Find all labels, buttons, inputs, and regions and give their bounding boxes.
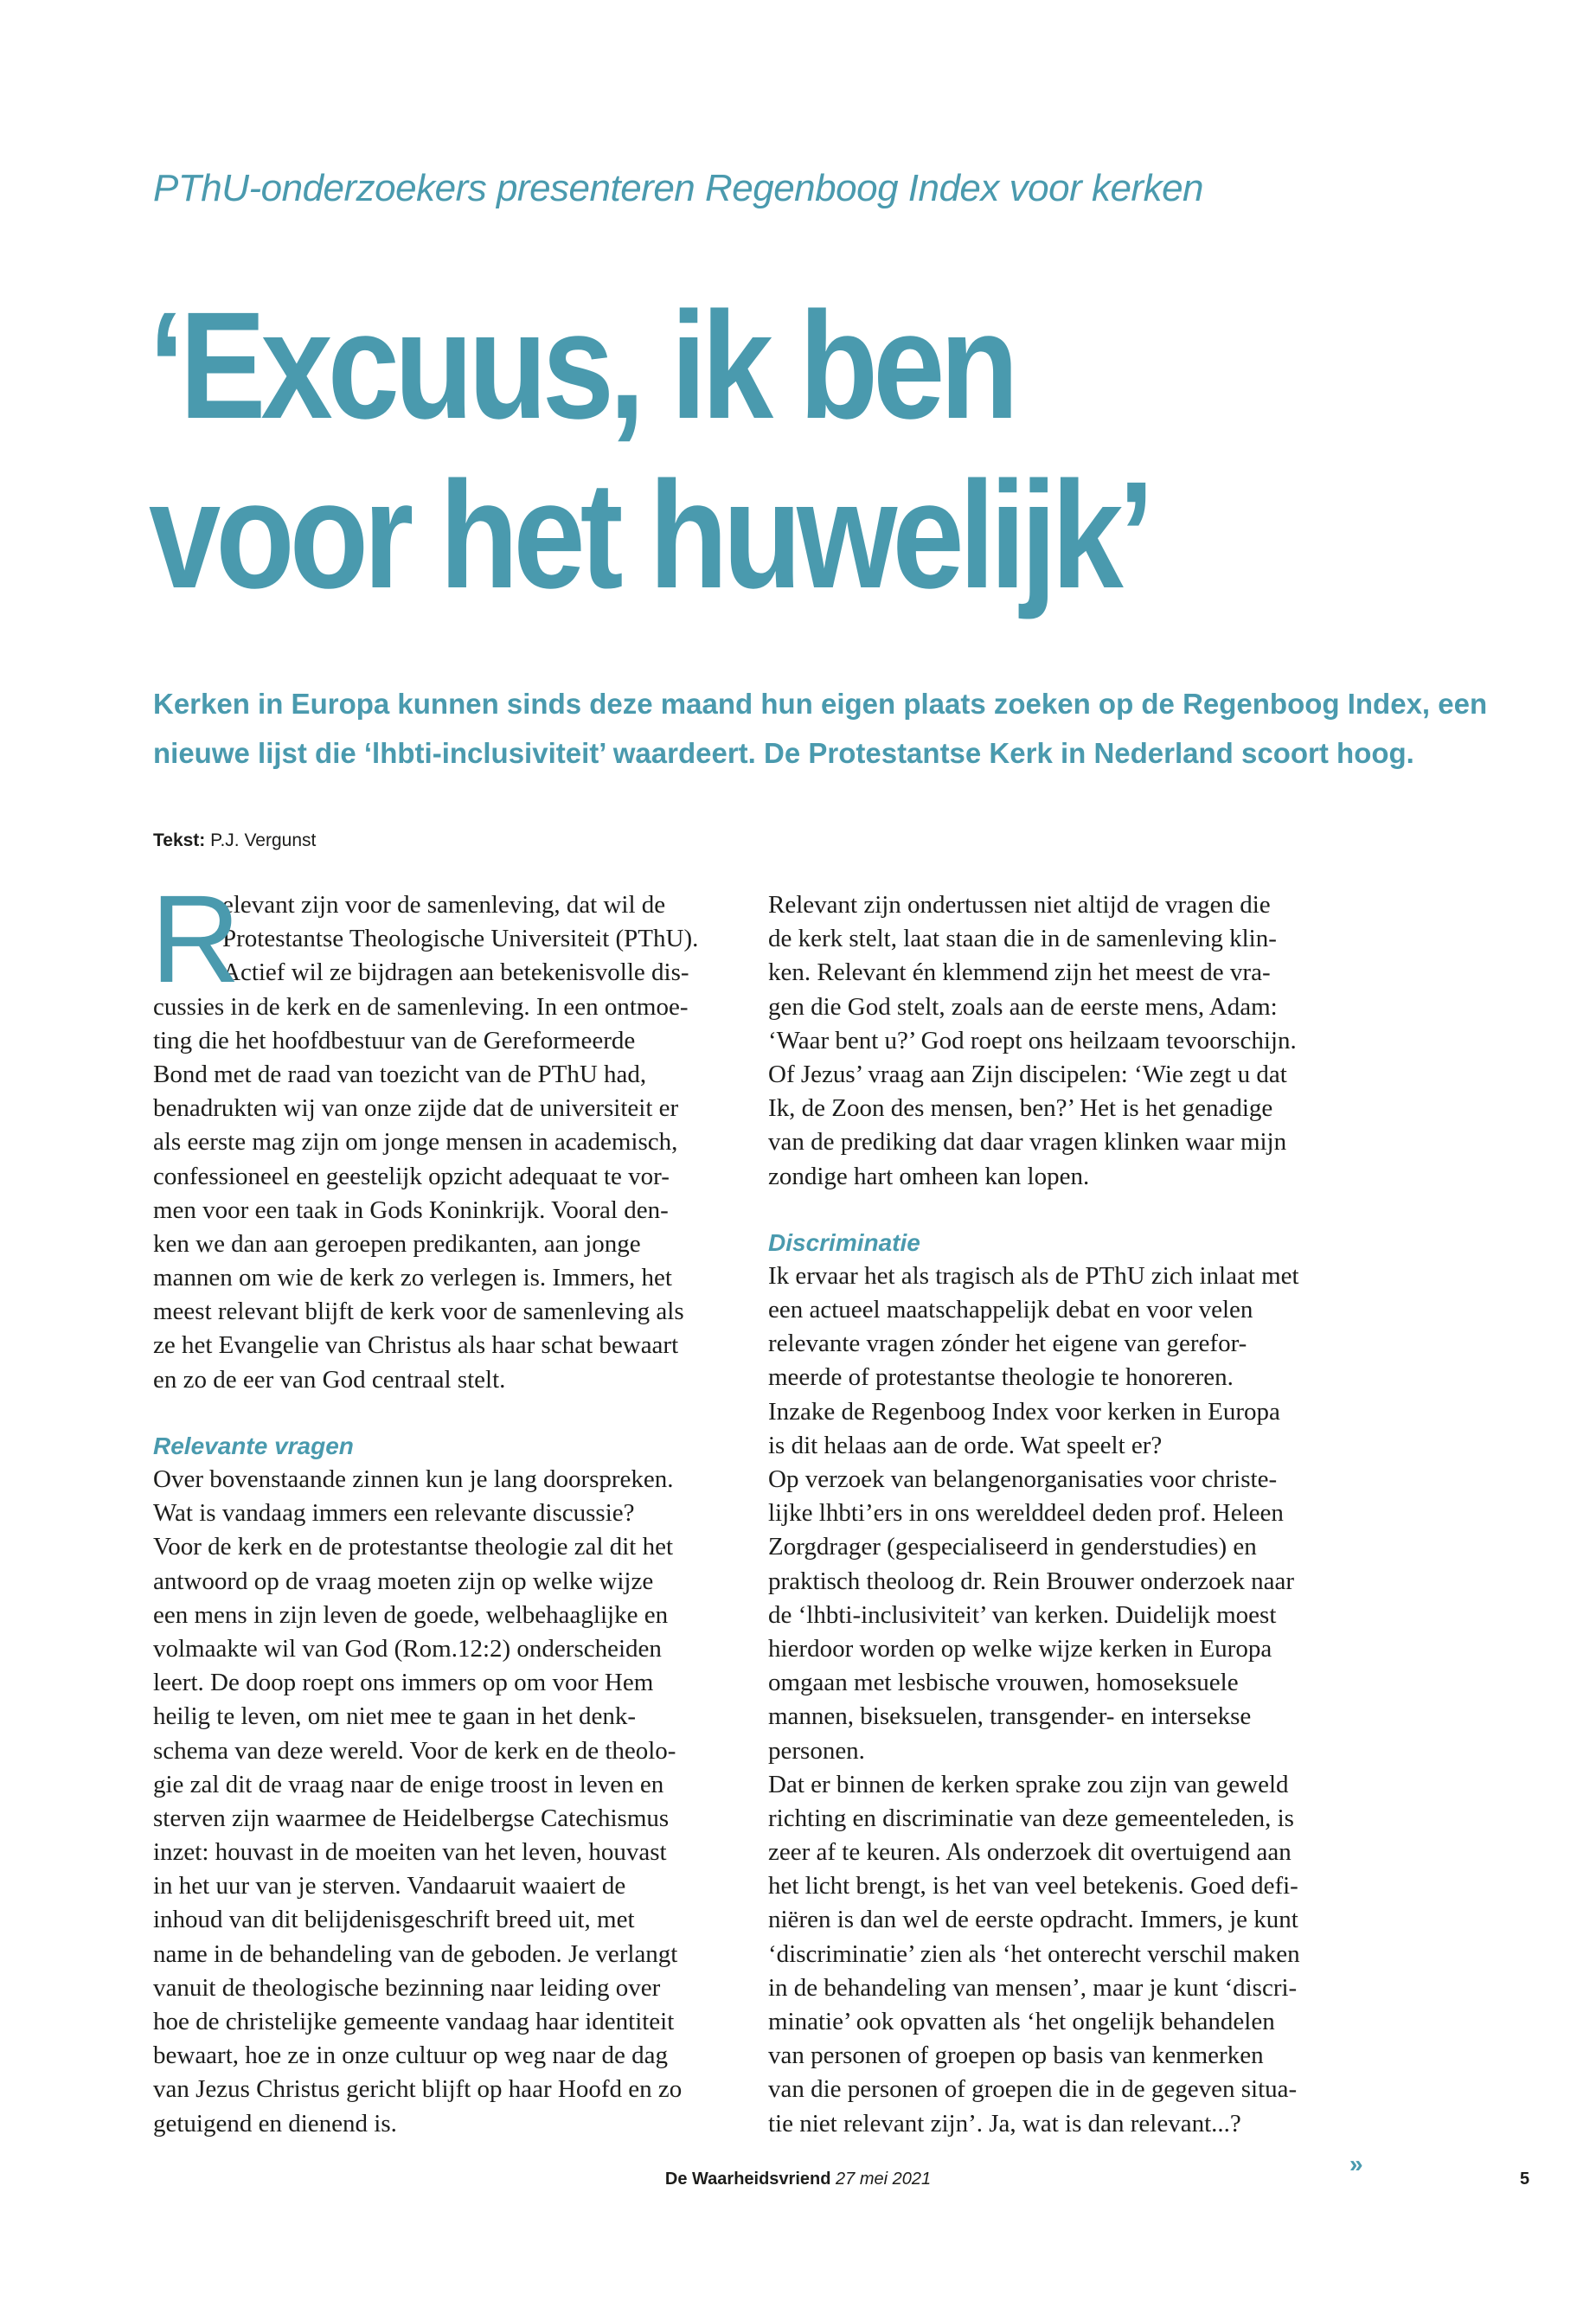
text-line: vanuit de theologische bezinning naar leiding over xyxy=(153,1973,661,2002)
text-line: een actueel maatschappelijk debat en voor velen xyxy=(768,1296,1253,1324)
text-line: meerde of protestantse theologie te honoreren. xyxy=(768,1363,1234,1392)
text-line: inzet: houvast in de moeiten van het leven, houvast xyxy=(153,1838,667,1867)
text-line: mannen, biseksuelen, transgender- en intersekse xyxy=(768,1702,1252,1731)
text-line: als eerste mag zijn om jonge mensen in academisch, xyxy=(153,1128,678,1157)
text-line: Over bovenstaande zinnen kun je lang doorspreken. xyxy=(153,1465,674,1493)
text-line: niëren is dan wel de eerste opdracht. Immers, je kunt xyxy=(768,1906,1298,1934)
text-line: name in de behandeling van de geboden. Je verlangt xyxy=(153,1939,678,1968)
text-line: confessioneel en geestelijk opzicht adequaat te vor- xyxy=(153,1162,670,1190)
text-line: richting en discriminatie van deze gemeenteleden, is xyxy=(768,1804,1294,1832)
headline-line-1: ‘Excuus, ik ben xyxy=(149,281,1014,451)
text-line: hierdoor worden op welke wijze kerken in Europa xyxy=(768,1634,1272,1663)
text-line: ting die het hoofdbestuur van de Gereformeerde xyxy=(153,1026,636,1054)
lead-line-1: Kerken in Europa kunnen sinds deze maand hun eigen plaats zoeken op de Regenboog Index, een xyxy=(153,688,1488,720)
left-paragraph-2 xyxy=(153,1463,741,2141)
text-line: bewaart, hoe ze in onze cultuur op weg naar de dag xyxy=(153,2041,669,2070)
text-line: volmaakte wil van God (Rom.12:2) onderscheiden xyxy=(153,1634,662,1663)
text-line: gen die God stelt, zoals aan de eerste mens, Adam: xyxy=(768,992,1278,1021)
text-line: omgaan met lesbische vrouwen, homoseksuele xyxy=(768,1669,1239,1697)
text-line: heilig te leven, om niet mee te gaan in het denk- xyxy=(153,1702,637,1731)
text-line: antwoord op de vraag moeten zijn op welke wijze xyxy=(153,1567,654,1595)
text-line: van Jezus Christus gericht blijft op haar Hoofd en zo xyxy=(153,2075,683,2104)
byline-label: Tekst: xyxy=(153,830,206,850)
text-line: mannen om wie de kerk zo verlegen is. Immers, het xyxy=(153,1264,672,1292)
text-line: Actief wil ze bijdragen aan betekenisvolle dis- xyxy=(222,958,689,987)
text-line: hoe de christelijke gemeente vandaag haar identiteit xyxy=(153,2008,675,2035)
text-line: Ik, de Zoon des mensen, ben?’ Het is het genadige xyxy=(768,1094,1273,1123)
text-line: lijke lhbti’ers in ons werelddeel deden prof. Heleen xyxy=(768,1499,1284,1528)
continue-arrow-icon: » xyxy=(1349,2150,1363,2177)
byline-author: P.J. Vergunst xyxy=(210,830,317,850)
text-line: Relevant zijn ondertussen niet altijd de vragen die xyxy=(768,891,1271,919)
text-line: Inzake de Regenboog Index voor kerken in Europa xyxy=(768,1397,1280,1426)
text-line: relevante vragen zónder het eigene van gerefor- xyxy=(768,1330,1247,1358)
drop-cap: R xyxy=(151,869,240,1009)
footer-publication: De Waarheidsvriend xyxy=(664,2170,831,2189)
text-line: tie niet relevant zijn’. Ja, wat is dan relevant...? xyxy=(768,2109,1241,2138)
text-line: gie zal dit de vraag naar de enige troost in leven en xyxy=(153,1770,664,1798)
text-line: Protestantse Theologische Universiteit (PThU). xyxy=(222,925,699,953)
text-line: het licht brengt, is het van veel betekenis. Goed defi- xyxy=(768,1872,1298,1900)
text-line: van personen of groepen op basis van kenmerken xyxy=(768,2041,1264,2070)
text-line: benadrukten wij van onze zijde dat de universiteit er xyxy=(153,1094,679,1123)
footer-date: 27 mei 2021 xyxy=(836,2170,932,2189)
text-line: men voor een taak in Gods Koninkrijk. Vooral den- xyxy=(153,1195,669,1224)
text-line: ze het Evangelie van Christus als haar schat bewaart xyxy=(153,1331,679,1360)
text-line: ken we dan aan geroepen predikanten, aan jonge xyxy=(153,1229,641,1258)
article-headline xyxy=(149,281,1325,620)
text-line: personen. xyxy=(768,1736,865,1765)
byline xyxy=(153,830,316,851)
text-line: inhoud van dit belijdenisgeschrift breed uit, met xyxy=(153,1906,635,1934)
text-line: Bond met de raad van toezicht van de PThU had, xyxy=(153,1060,647,1088)
text-line: de kerk stelt, laat staan die in de samenleving klin- xyxy=(768,925,1277,953)
text-line: en zo de eer van God centraal stelt. xyxy=(153,1365,506,1394)
text-line: in het uur van je sterven. Vandaaruit waaiert de xyxy=(153,1872,626,1900)
text-line: getuigend en dienend is. xyxy=(153,2109,397,2138)
text-line: Zorgdrager (gespecialiseerd in genderstudies) en xyxy=(768,1533,1257,1561)
text-line: elevant zijn voor de samenleving, dat wil de xyxy=(222,891,666,919)
left-column xyxy=(151,869,741,2141)
text-line: van die personen of groepen die in de gegeven situa- xyxy=(768,2075,1298,2104)
text-line: de ‘lhbti-inclusiviteit’ van kerken. Duidelijk moest xyxy=(768,1600,1277,1629)
page-number: 5 xyxy=(1520,2170,1530,2189)
right-column xyxy=(768,888,1356,2141)
text-line: ‘Waar bent u?’ God roept ons heilzaam tevoorschijn. xyxy=(768,1026,1297,1054)
text-line: Dat er binnen de kerken sprake zou zijn van geweld xyxy=(768,1770,1289,1798)
text-line: schema van deze wereld. Voor de kerk en de theolo- xyxy=(153,1736,676,1765)
text-line: van de prediking dat daar vragen klinken waar mijn xyxy=(768,1128,1287,1157)
text-line: Ik ervaar het als tragisch als de PThU zich inlaat met xyxy=(768,1261,1299,1290)
subhead-discriminatie: Discriminatie xyxy=(768,1228,920,1256)
subhead-relevante-vragen: Relevante vragen xyxy=(153,1432,354,1459)
text-line: sterven zijn waarmee de Heidelbergse Catechismus xyxy=(153,1804,670,1832)
text-line: een mens in zijn leven de goede, welbehaaglijke en xyxy=(153,1600,669,1629)
text-line: praktisch theoloog dr. Rein Brouwer onderzoek naar xyxy=(768,1567,1295,1595)
text-line: leert. De doop roept ons immers op om voor Hem xyxy=(153,1669,654,1697)
text-line: ken. Relevant én klemmend zijn het meest de vra- xyxy=(768,958,1271,987)
headline-line-2: voor het huwelijk’ xyxy=(149,451,1150,620)
lead-line-2: nieuwe lijst die ‘lhbti-inclusiviteit’ waardeert. De Protestantse Kerk in Nederland scoort hoog. xyxy=(153,737,1414,769)
text-line: zondige hart omheen kan lopen. xyxy=(768,1162,1090,1190)
text-line: minatie’ ook opvatten als ‘het ongelijk behandelen xyxy=(768,2008,1275,2035)
page-footer xyxy=(0,2170,1596,2189)
text-line: Of Jezus’ vraag aan Zijn discipelen: ‘Wie zegt u dat xyxy=(768,1060,1287,1088)
text-line: Voor de kerk en de protestantse theologie zal dit het xyxy=(153,1533,674,1561)
text-line: meest relevant blijft de kerk voor de samenleving als xyxy=(153,1298,684,1326)
text-line: is dit helaas aan de orde. Wat speelt er? xyxy=(768,1431,1163,1459)
right-paragraph-1 xyxy=(768,888,1356,1194)
text-line: zeer af te keuren. Als onderzoek dit overtuigend aan xyxy=(768,1838,1292,1867)
article-lead xyxy=(153,679,1503,778)
article-kicker: PThU-onderzoekers presenteren Regenboog Index voor kerken xyxy=(153,167,1204,209)
text-line: Wat is vandaag immers een relevante discussie? xyxy=(153,1499,635,1528)
text-line: Op verzoek van belangenorganisaties voor christe- xyxy=(768,1465,1278,1493)
text-line: cussies in de kerk en de samenleving. In een ontmoe- xyxy=(153,992,689,1021)
text-line: ‘discriminatie’ zien als ‘het onterecht verschil maken xyxy=(768,1939,1300,1968)
text-line: in de behandeling van mensen’, maar je kunt ‘discri- xyxy=(768,1973,1298,2002)
left-paragraph-1 xyxy=(153,990,741,1397)
right-paragraph-2 xyxy=(768,1259,1356,2141)
